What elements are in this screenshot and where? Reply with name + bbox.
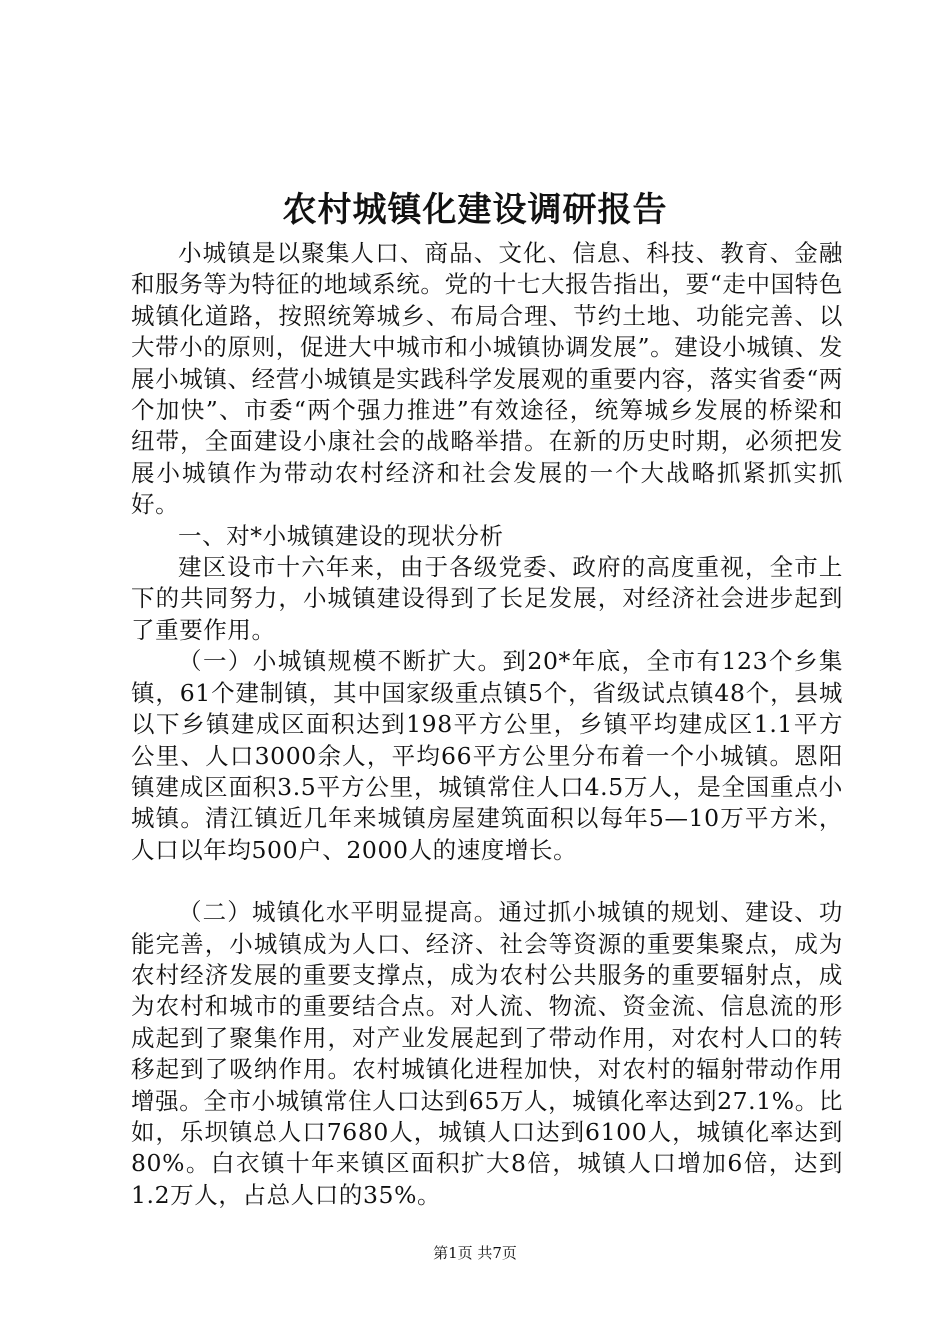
document-body bbox=[131, 238, 843, 1211]
page-footer: 第1页 共7页 bbox=[433, 1244, 517, 1262]
paragraph-overview: 建区设市十六年来，由于各级党委、政府的高度重视，全市上下的共同努力，小城镇建设得到了长足发展，对经济社会进步起到了重要作用。 bbox=[131, 553, 843, 644]
paragraph-scale: （一）小城镇规模不断扩大。到20*年底，全市有123个乡集镇，61个建制镇，其中国家级重点镇5个，省级试点镇48个，县城以下乡镇建成区面积达到198平方公里，乡镇平均建成区1.1平方公里、人口3000余人，平均66平方公里分布着一个小城镇。恩阳镇建成区面积3.5平方公里，城镇常住人口4.5万人，是全国重点小城镇。清江镇近几年来城镇房屋建筑面积以每年5—10万平方米，人口以年均500户、2000人的速度增长。 bbox=[131, 647, 843, 864]
document-title: 农村城镇化建设调研报告 bbox=[282, 190, 668, 230]
paragraph-urbanization: （二）城镇化水平明显提高。通过抓小城镇的规划、建设、功能完善，小城镇成为人口、经济、社会等资源的重要集聚点，成为农村经济发展的重要支撑点，成为农村公共服务的重要辐射点，成为农村和城市的重要结合点。对人流、物流、资金流、信息流的形成起到了聚集作用，对产业发展起到了带动作用，对农村人口的转移起到了吸纳作用。农村城镇化进程加快，对农村的辐射带动作用增强。全市小城镇常住人口达到65万人，城镇化率达到27.1%。比如，乐坝镇总人口7680人，城镇人口达到6100人，城镇化率达到80%。白衣镇十年来镇区面积扩大8倍，城镇人口增加6倍，达到1.2万人，占总人口的35%。 bbox=[131, 898, 843, 1209]
section-heading: 一、对*小城镇建设的现状分析 bbox=[178, 521, 504, 550]
paragraph-intro: 小城镇是以聚集人口、商品、文化、信息、科技、教育、金融和服务等为特征的地域系统。党的十七大报告指出，要“走中国特色城镇化道路，按照统筹城乡、布局合理、节约土地、功能完善、以大带小的原则，促进大中城市和小城镇协调发展”。建设小城镇、发展小城镇、经营小城镇是实践科学发展观的重要内容，落实省委“两个加快”、市委“两个强力推进”有效途径，统筹城乡发展的桥梁和纽带，全面建设小康社会的战略举措。在新的历史时期，必须把发展小城镇作为带动农村经济和社会发展的一个大战略抓紧抓实抓好。 bbox=[131, 239, 843, 519]
